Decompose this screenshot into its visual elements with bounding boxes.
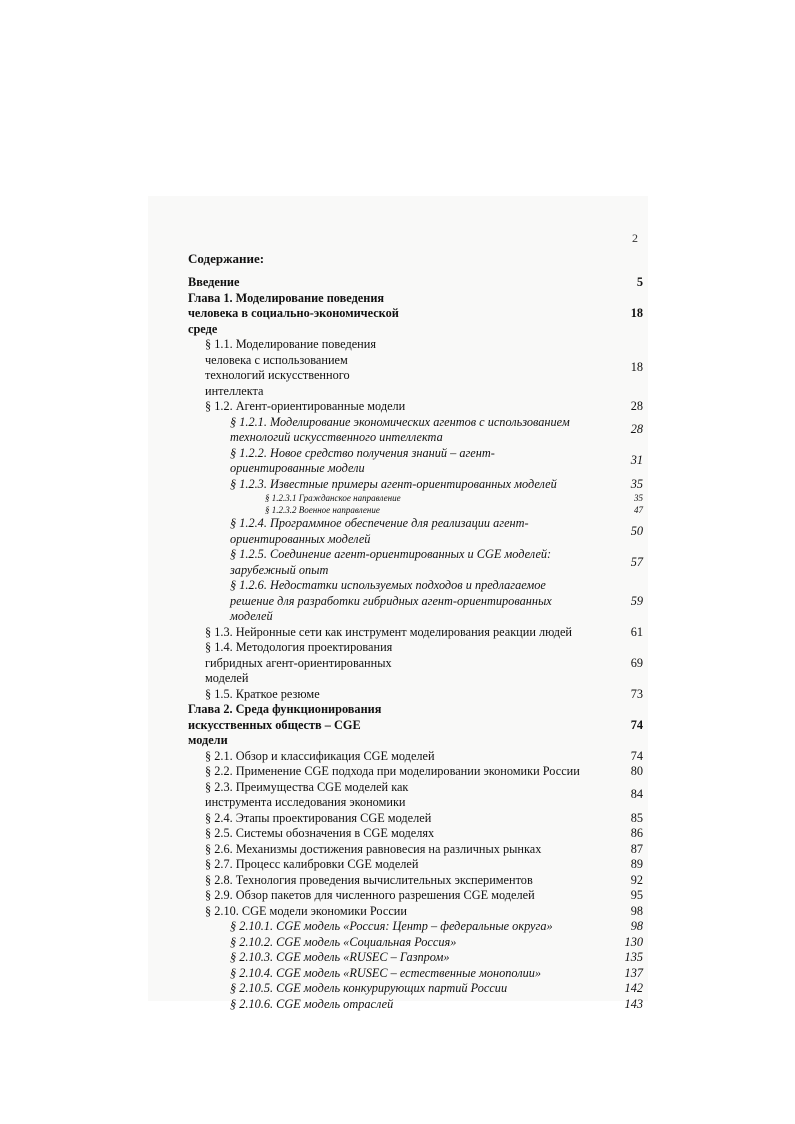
toc-entry	[188, 997, 643, 1013]
toc-entry-page: 74	[630, 717, 643, 732]
toc-entry-title: § 2.4. Этапы проектирования CGE моделей	[205, 810, 432, 825]
toc-entry	[188, 578, 643, 625]
toc-entry	[188, 780, 643, 811]
toc-entry-page: 47	[634, 505, 643, 515]
toc-entry-title: § 1.5. Краткое резюме	[205, 686, 320, 701]
toc-entry	[188, 749, 643, 765]
toc-entry-title: § 2.6. Механизмы достижения равновесия на различных рынках	[205, 841, 542, 856]
toc-entry-page: 31	[630, 453, 643, 468]
toc-entry-title: § 1.2.5. Соединение агент-ориентированных и CGE моделей: зарубежный опыт	[230, 547, 552, 577]
toc-entry-title: § 2.10. CGE модели экономики России	[205, 903, 407, 918]
toc-entry-page: 35	[634, 493, 643, 503]
toc-heading: Содержание:	[188, 251, 265, 266]
toc-entry	[188, 492, 643, 504]
toc-entry	[188, 842, 643, 858]
toc-entry-page: 137	[624, 965, 643, 980]
toc-entry	[188, 687, 643, 703]
toc-entry	[188, 981, 643, 997]
toc-entry-page: 74	[630, 748, 643, 763]
toc-entry-title: § 2.10.4. CGE модель «RUSEC – естественные монополии»	[230, 965, 542, 980]
toc-entry-page: 87	[630, 841, 643, 856]
toc-entry-page: 130	[624, 934, 643, 949]
toc-entry	[188, 399, 643, 415]
toc-entry-title: § 1.2.4. Программное обеспечение для реализации агент-ориентированных моделей	[230, 516, 529, 546]
toc-entry	[188, 640, 643, 687]
toc-entry	[188, 337, 643, 399]
toc-entry-page: 142	[624, 981, 643, 995]
toc-entry	[188, 547, 643, 578]
toc-entry-page: 28	[630, 399, 643, 413]
toc-entry	[188, 811, 643, 827]
toc-entry	[188, 446, 643, 477]
toc-entry	[188, 625, 643, 641]
toc-entry-title: § 2.10.1. CGE модель «Россия: Центр – федеральные округа»	[230, 919, 553, 933]
toc-entry-title: § 1.2.3.2 Военное направление	[265, 505, 380, 515]
toc-entry-title: § 1.2.1. Моделирование экономических агентов с использованием технологий искусственного интеллекта	[230, 414, 570, 444]
toc-entry-title: § 1.2.2. Новое средство получения знаний – агент-ориентированные модели	[230, 445, 495, 475]
toc-entry-title: Глава 2. Среда функционирования искусственных обществ – CGE модели	[188, 702, 382, 747]
toc-entry-page: 50	[630, 523, 643, 538]
toc-entry-title: § 1.2.6. Недостатки используемых подходов и предлагаемое решение для разработки гибридных агент-ориентированных моделей	[230, 578, 552, 623]
toc-entry-title: § 1.3. Нейронные сети как инструмент моделирования реакции людей	[205, 624, 572, 639]
toc-entry-page: 5	[636, 275, 643, 289]
toc-entry-title: § 2.10.2. CGE модель «Социальная Россия»	[230, 934, 457, 949]
toc-entry-title: § 2.10.5. CGE модель конкурирующих партий России	[230, 981, 508, 995]
toc-entry	[188, 764, 643, 780]
toc-entry-page: 84	[630, 787, 643, 802]
toc-entry	[188, 275, 643, 291]
toc-entry-page: 95	[630, 888, 643, 902]
toc-entry-page: 143	[624, 996, 643, 1011]
toc-entry-page: 92	[630, 872, 643, 887]
toc-entry	[188, 857, 643, 873]
toc-entry-title: § 2.5. Системы обозначения в CGE моделях	[205, 826, 435, 840]
toc-entry	[188, 919, 643, 935]
toc-entry	[188, 826, 643, 842]
toc-entry-title: § 2.8. Технология проведения вычислительных экспериментов	[205, 872, 533, 887]
toc-entry-title: § 1.1. Моделирование поведения человека с использованием технологий искусственного интеллекта	[205, 337, 376, 398]
toc-entry-page: 35	[630, 476, 643, 491]
toc-entry	[188, 950, 643, 966]
toc-entry-page: 80	[630, 764, 643, 778]
toc-entry	[188, 477, 643, 493]
toc-entry-page: 135	[624, 950, 643, 964]
toc-entry-page: 98	[630, 903, 643, 918]
toc-entry-title: § 1.2. Агент-ориентированные модели	[205, 399, 406, 413]
toc-entry-page: 18	[630, 360, 643, 375]
toc-entry-page: 73	[630, 686, 643, 701]
toc-entry-title: § 2.1. Обзор и классификация CGE моделей	[205, 748, 435, 763]
toc-entry-page: 61	[630, 624, 643, 639]
toc-entry	[188, 873, 643, 889]
page-number: 2	[632, 231, 638, 245]
toc-entry	[188, 415, 643, 446]
toc-entry-title: § 2.10.6. CGE модель отраслей	[230, 996, 394, 1011]
toc-entry-title: § 2.10.3. CGE модель «RUSEC – Газпром»	[230, 950, 450, 964]
toc-entry-page: 18	[630, 306, 643, 320]
toc-entry	[188, 935, 643, 951]
toc-entry	[188, 904, 643, 920]
toc-entry-page: 69	[630, 655, 643, 670]
toc-entry-title: Глава 1. Моделирование поведения человека в социально-экономической среде	[188, 290, 399, 336]
toc-entry	[188, 516, 643, 547]
table-of-contents	[188, 275, 643, 1012]
toc-entry	[188, 702, 643, 749]
toc-entry	[188, 291, 643, 338]
toc-entry	[188, 504, 643, 516]
toc-entry-page: 89	[630, 857, 643, 871]
toc-entry-title: § 2.9. Обзор пакетов для численного разрешения CGE моделей	[205, 888, 535, 902]
toc-entry-page: 59	[630, 593, 643, 608]
toc-entry-page: 85	[630, 810, 643, 825]
toc-entry-page: 57	[630, 554, 643, 569]
toc-entry	[188, 966, 643, 982]
toc-entry-title: § 2.2. Применение CGE подхода при моделировании экономики России	[205, 764, 580, 778]
toc-entry-title: § 2.3. Преимущества CGE моделей как инструмента исследования экономики	[205, 779, 409, 809]
toc-entry-page: 86	[630, 826, 643, 840]
toc-entry-title: Введение	[188, 275, 240, 289]
toc-entry-page: 28	[630, 422, 643, 437]
toc-entry-title: § 1.4. Методология проектирования гибридных агент-ориентированных моделей	[205, 640, 393, 685]
toc-entry	[188, 888, 643, 904]
toc-entry-title: § 1.2.3.1 Гражданское направление	[265, 493, 401, 503]
toc-entry-page: 98	[630, 919, 643, 933]
toc-entry-title: § 2.7. Процесс калибровки CGE моделей	[205, 857, 419, 871]
toc-entry-title: § 1.2.3. Известные примеры агент-ориентированных моделей	[230, 476, 557, 491]
